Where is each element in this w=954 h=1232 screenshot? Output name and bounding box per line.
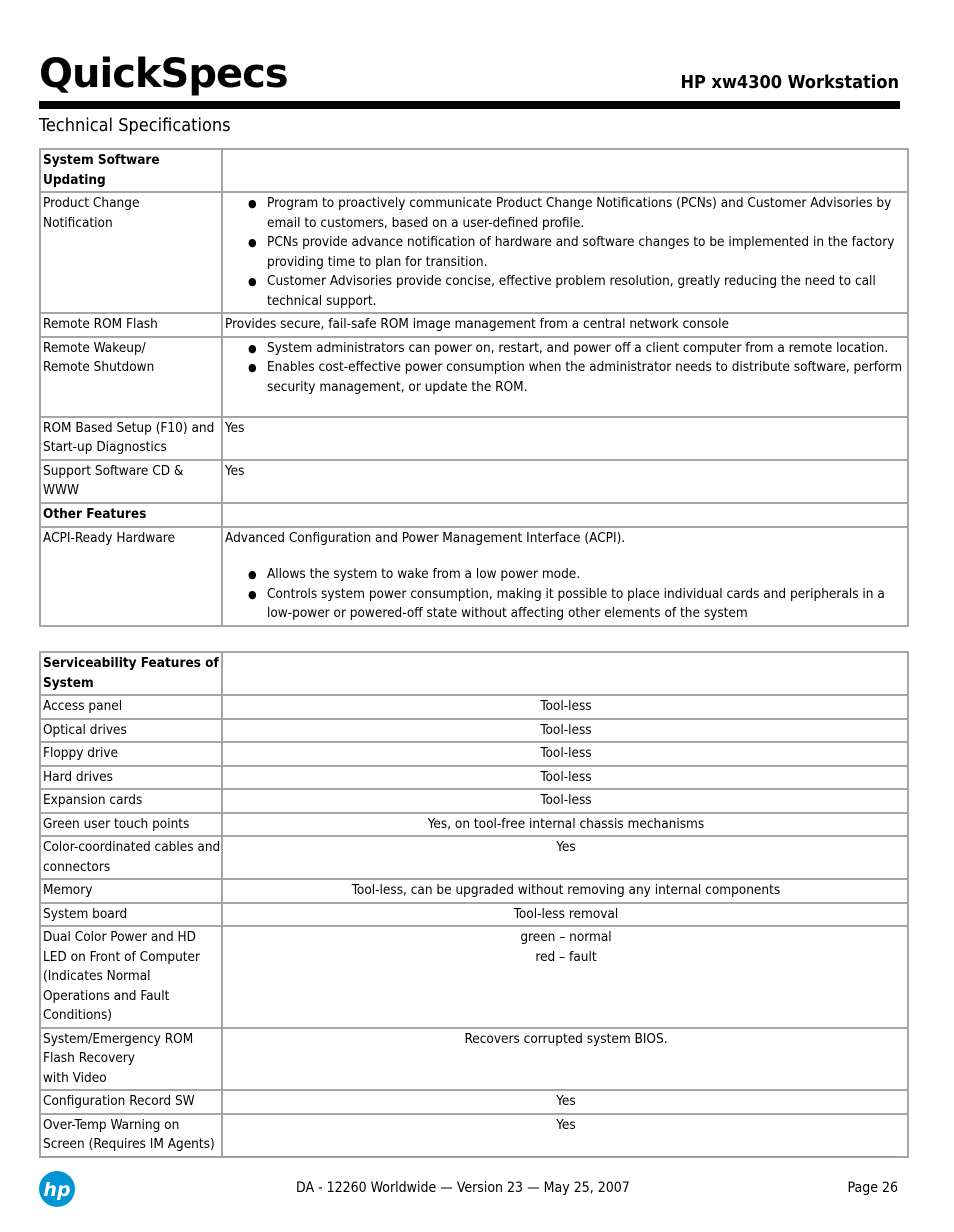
- table-heading-empty: [222, 652, 908, 695]
- brand-title: QuickSpecs: [39, 51, 288, 97]
- table-row: [40, 836, 908, 879]
- row-value: Yes: [222, 460, 908, 503]
- table-row: [40, 1028, 908, 1091]
- table-heading-empty: [222, 503, 908, 527]
- list-item: ● Allows the system to wake from a low power mode.: [267, 565, 907, 585]
- table-row: [40, 789, 908, 813]
- row-label: Access panel: [40, 695, 222, 719]
- table-row: [40, 926, 908, 1028]
- row-value: green – normal red – fault: [222, 926, 908, 1028]
- table-row: [40, 417, 908, 460]
- list-item: ● Enables cost-effective power consumption when the administrator needs to distribute software, perform security management, or update the ROM.: [267, 358, 907, 397]
- table-row: [40, 337, 908, 417]
- footer-rule: [39, 1156, 897, 1157]
- table-row: [40, 879, 908, 903]
- table-row: [40, 903, 908, 927]
- row-label: Remote ROM Flash: [40, 313, 222, 337]
- table-row: [40, 766, 908, 790]
- list-item: ● Customer Advisories provide concise, effective problem resolution, greatly reducing the need to call technical support.: [267, 272, 907, 311]
- row-value: Tool-less removal: [222, 903, 908, 927]
- table-row: [40, 527, 908, 626]
- header-rule: [39, 101, 900, 109]
- row-text: Advanced Configuration and Power Management Interface (ACPI).: [225, 529, 626, 546]
- list-item: ● Controls system power consumption, making it possible to place individual cards and peripherals in a low-power or powered-off state without affecting other elements of the system: [267, 585, 907, 624]
- table-row: [40, 719, 908, 743]
- table-row: [40, 742, 908, 766]
- row-label: System board: [40, 903, 222, 927]
- row-value: Tool-less: [222, 695, 908, 719]
- table-heading-empty: [222, 149, 908, 192]
- row-label: Remote Wakeup/ Remote Shutdown: [40, 337, 222, 417]
- table-row: [40, 460, 908, 503]
- row-label: Configuration Record SW: [40, 1090, 222, 1114]
- list-item: ● System administrators can power on, restart, and power off a client computer from a remote location.: [267, 339, 907, 359]
- row-label: Color-coordinated cables and connectors: [40, 836, 222, 879]
- row-value: Provides secure, fail-safe ROM image management from a central network console: [222, 313, 908, 337]
- row-value: Tool-less, can be upgraded without removing any internal components: [222, 879, 908, 903]
- system-software-table: [39, 148, 909, 504]
- row-label: ROM Based Setup (F10) and Start-up Diagnostics: [40, 417, 222, 460]
- row-label: Product Change Notification: [40, 192, 222, 313]
- bullet-list: [225, 339, 907, 398]
- table-row: [40, 813, 908, 837]
- table-row: [40, 1114, 908, 1157]
- table-heading: System Software Updating: [40, 149, 222, 192]
- row-label: ACPI-Ready Hardware: [40, 527, 222, 626]
- row-value: [222, 527, 908, 626]
- row-label: Optical drives: [40, 719, 222, 743]
- row-value: Yes: [222, 836, 908, 879]
- serviceability-table: [39, 651, 909, 1158]
- row-value: Yes: [222, 417, 908, 460]
- row-value: Recovers corrupted system BIOS.: [222, 1028, 908, 1091]
- footer-page-number: Page 26: [847, 1180, 898, 1196]
- footer-doc-info: DA - 12260 Worldwide — Version 23 — May 25, 2007: [296, 1180, 630, 1196]
- table-header-row: [40, 503, 908, 527]
- hp-logo-icon: [39, 1171, 75, 1207]
- product-name: HP xw4300 Workstation: [680, 72, 899, 93]
- row-value: Tool-less: [222, 789, 908, 813]
- list-item: ● Program to proactively communicate Product Change Notifications (PCNs) and Customer Advisories by email to customers, based on a user-defined profile.: [267, 194, 907, 233]
- row-label: Green user touch points: [40, 813, 222, 837]
- bullet-list: [225, 565, 907, 624]
- row-label: Floppy drive: [40, 742, 222, 766]
- row-value: Yes: [222, 1090, 908, 1114]
- table-heading: Other Features: [40, 503, 222, 527]
- row-label: Support Software CD & WWW: [40, 460, 222, 503]
- row-value: [222, 192, 908, 313]
- table-heading: Serviceability Features of System: [40, 652, 222, 695]
- table-row: [40, 1090, 908, 1114]
- row-value: Yes, on tool-free internal chassis mechanisms: [222, 813, 908, 837]
- row-label: Over-Temp Warning on Screen (Requires IM Agents): [40, 1114, 222, 1157]
- row-value: Tool-less: [222, 719, 908, 743]
- row-value: Yes: [222, 1114, 908, 1157]
- row-value: [222, 337, 908, 417]
- table-row: [40, 313, 908, 337]
- other-features-table: [39, 502, 909, 627]
- section-title: Technical Specifications: [39, 115, 231, 136]
- row-label: Memory: [40, 879, 222, 903]
- row-label: System/Emergency ROM Flash Recovery with Video: [40, 1028, 222, 1091]
- bullet-list: [225, 194, 907, 311]
- table-header-row: [40, 652, 908, 695]
- table-row: [40, 695, 908, 719]
- row-label: Dual Color Power and HD LED on Front of Computer (Indicates Normal Operations and Fault Conditions): [40, 926, 222, 1028]
- row-label: Hard drives: [40, 766, 222, 790]
- table-row: [40, 192, 908, 313]
- table-header-row: [40, 149, 908, 192]
- svg-text:hp: hp: [43, 1179, 71, 1201]
- row-value: Tool-less: [222, 766, 908, 790]
- list-item: ● PCNs provide advance notification of hardware and software changes to be implemented in the factory providing time to plan for transition.: [267, 233, 907, 272]
- row-value: Tool-less: [222, 742, 908, 766]
- row-label: Expansion cards: [40, 789, 222, 813]
